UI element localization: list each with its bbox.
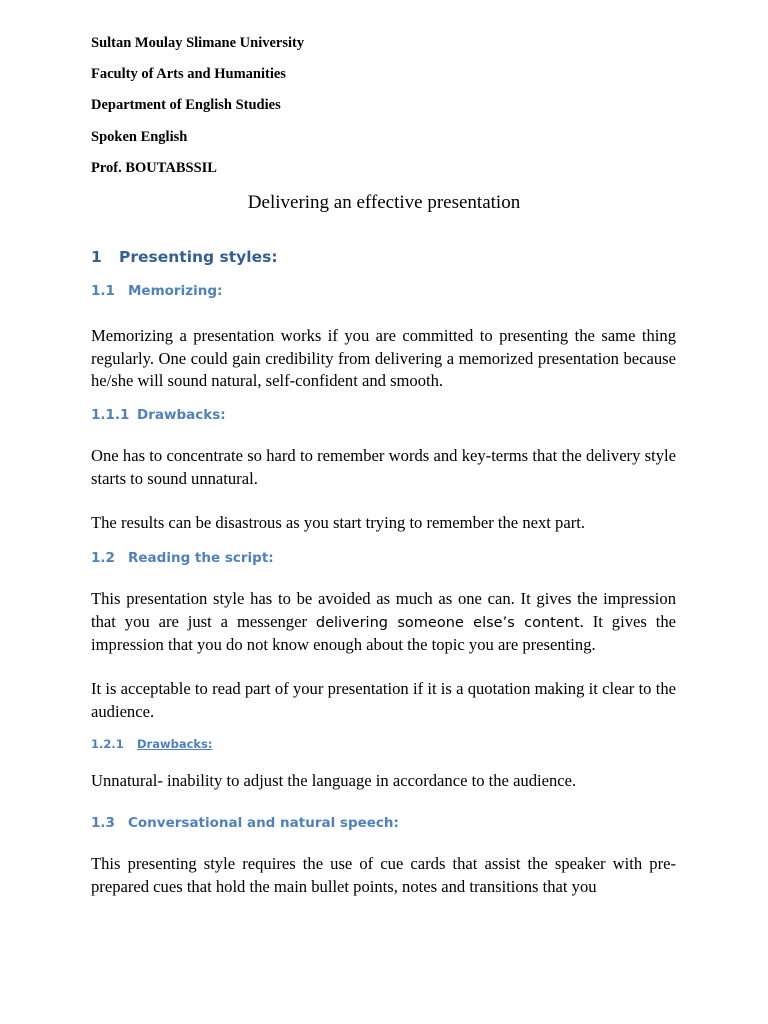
heading-text: Drawbacks: bbox=[137, 407, 226, 423]
heading-1-1-1 bbox=[91, 406, 226, 424]
paragraph-drawbacks-2: The results can be disastrous as you start trying to remember the next part. bbox=[91, 513, 585, 532]
reading-text-c: . It gives the impression that you do not know enough about the topic you are presenting. bbox=[91, 611, 677, 655]
heading-text: Reading the script: bbox=[128, 550, 274, 566]
heading-text: Memorizing: bbox=[128, 283, 223, 299]
reading-text-a: This presentation style has to be avoided as much as one can. It gives the impression that you are just a messenger bbox=[91, 589, 676, 631]
heading-number: 1.2.1 bbox=[91, 737, 124, 751]
heading-1 bbox=[91, 247, 278, 267]
header-department: Department of English Studies bbox=[91, 97, 281, 113]
document-title: Delivering an effective presentation bbox=[247, 192, 521, 213]
heading-number: 1 bbox=[91, 248, 102, 266]
heading-1-2 bbox=[91, 549, 274, 567]
paragraph-memorizing: Memorizing a presentation works if you are committed to presenting the same thing regularly. One could gain credibility from delivering a memorized presentation because he/she will sound natural, self-confident and smooth. bbox=[91, 326, 676, 391]
heading-number: 1.2 bbox=[91, 550, 115, 566]
paragraph-reading-script bbox=[91, 588, 676, 657]
paragraph-drawbacks-reading: Unnatural- inability to adjust the language in accordance to the audience. bbox=[91, 771, 577, 790]
heading-number: 1.1.1 bbox=[91, 407, 130, 423]
header-course: Spoken English bbox=[91, 129, 188, 145]
reading-text-b: delivering someone else’s content bbox=[315, 614, 580, 631]
heading-number: 1.3 bbox=[91, 815, 115, 831]
paragraph-drawbacks-1: One has to concentrate so hard to remember words and key-terms that the delivery style starts to sound unnatural. bbox=[91, 446, 676, 488]
header-faculty: Faculty of Arts and Humanities bbox=[91, 66, 286, 82]
heading-number: 1.1 bbox=[91, 283, 115, 299]
header-university: Sultan Moulay Slimane University bbox=[91, 35, 305, 51]
heading-text: Conversational and natural speech: bbox=[128, 815, 399, 831]
heading-1-1 bbox=[91, 282, 222, 300]
heading-1-2-1 bbox=[91, 736, 213, 752]
heading-text: Drawbacks: bbox=[137, 737, 213, 751]
paragraph-conversational: This presenting style requires the use of cue cards that assist the speaker with pre-prepared cues that hold the main bullet points, notes and transitions that you bbox=[91, 854, 676, 896]
paragraph-reading-quotation: It is acceptable to read part of your presentation if it is a quotation making it clear to the audience. bbox=[91, 679, 676, 721]
heading-text: Presenting styles: bbox=[119, 248, 278, 266]
header-professor: Prof. BOUTABSSIL bbox=[91, 160, 217, 176]
heading-1-3 bbox=[91, 814, 399, 832]
